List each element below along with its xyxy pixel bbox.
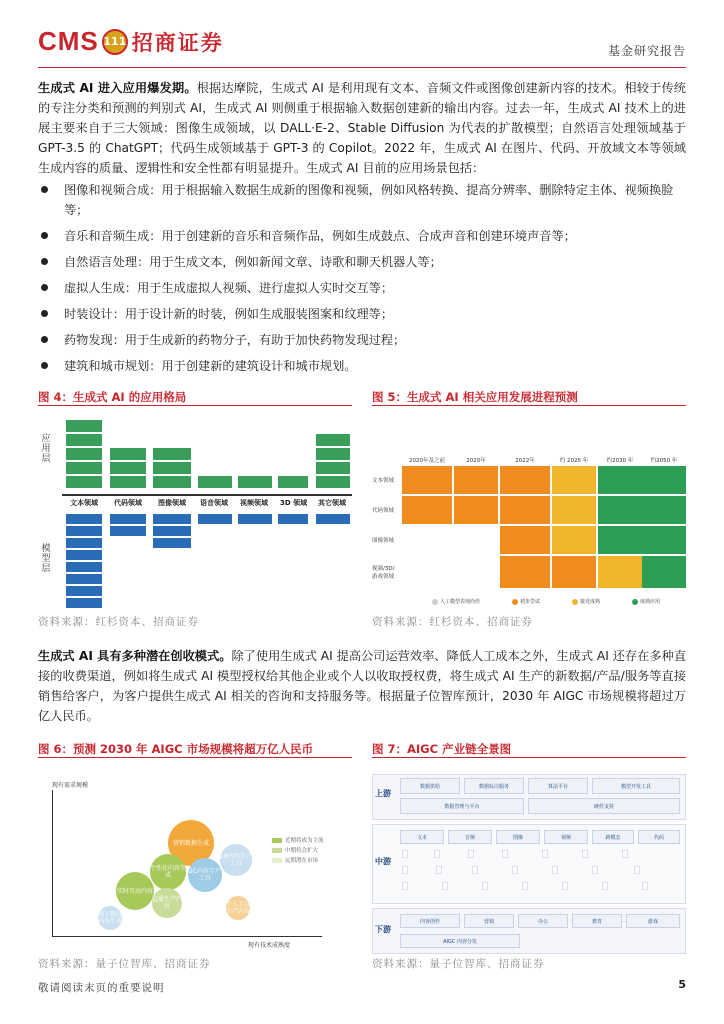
legend-item: 远期潜在市场: [272, 856, 324, 866]
model-cell: [316, 514, 350, 524]
figure-7-diagram: [372, 766, 686, 956]
logo-chinese-name: 招商证券: [131, 30, 224, 55]
figure-5-diagram: [372, 414, 686, 614]
figure-5: [372, 390, 686, 628]
figure-7-title: 图 7：AIGC 产业链全景图: [372, 742, 686, 758]
report-type: 基金研究报告: [607, 44, 686, 58]
bullet-icon: [41, 336, 48, 343]
company-logo-chip: [434, 850, 440, 858]
timeline-cell: [552, 466, 596, 494]
year-header: 约 2025 年: [559, 458, 589, 464]
company-logo-chip: [442, 882, 448, 890]
downstream-box: 营销: [464, 914, 514, 928]
company-logo-chip: [622, 850, 628, 858]
year-header: 约2050 年: [650, 458, 678, 464]
legend: [272, 836, 324, 866]
timeline-cell: [642, 526, 686, 554]
bubble: 个性化内容生成: [150, 854, 186, 890]
model-cell: [66, 514, 102, 524]
x-axis-label: 现有技术成熟度: [248, 942, 291, 949]
page-header: [38, 22, 686, 68]
y-axis: [52, 790, 53, 936]
timeline-cell: [500, 556, 550, 588]
timeline-cell: [402, 466, 452, 494]
figure-7-source: 资料来源：量子位智库、招商证券: [372, 958, 545, 970]
company-logo-chip: [402, 850, 408, 858]
midstream-box: 音频: [448, 830, 492, 844]
list-item: 时装设计：用于设计新的时装，例如生成服装图案和纹理等；: [38, 304, 686, 324]
legend-item: 近期将成为主流: [272, 836, 324, 846]
timeline-cell: [598, 466, 642, 494]
timeline-cell: [598, 496, 642, 524]
upstream-box: 数据管理与平台: [400, 798, 524, 814]
year-header: 约2030 年: [606, 458, 634, 464]
model-cell: [66, 538, 102, 548]
category-label: 视频领域: [240, 499, 268, 507]
category-axis: [62, 494, 352, 496]
logo-badge-icon: 111: [102, 29, 128, 55]
year-header: 2020年: [466, 458, 486, 464]
model-cell: [66, 574, 102, 584]
downstream-box: 内容创作: [400, 914, 460, 928]
company-logo-chip: [482, 882, 488, 890]
timeline-cell: [642, 466, 686, 494]
bullet-icon: [41, 232, 48, 239]
app-cell: [66, 448, 102, 460]
page-number: 5: [678, 978, 686, 991]
figure-4-diagram: [38, 414, 352, 614]
model-cell: [153, 538, 191, 548]
bullet-icon: [41, 258, 48, 265]
model-cell: [66, 598, 102, 608]
company-logo: [38, 26, 224, 57]
app-cell: [153, 476, 191, 488]
legend-item: 初步尝试: [512, 598, 540, 605]
model-cell: [278, 514, 308, 524]
model-cell: [153, 526, 191, 536]
company-logo-chip: [642, 882, 648, 890]
timeline-cell: [454, 496, 498, 524]
model-cell: [66, 562, 102, 572]
revenue-paragraph: [38, 646, 686, 726]
bubble: 个人工具生产内容: [226, 896, 250, 920]
downstream-box: 游戏: [626, 914, 680, 928]
legend-item: 接近成熟: [572, 598, 600, 605]
midstream-box: 跨模态: [592, 830, 634, 844]
bullet-icon: [41, 284, 48, 291]
row-label: 文本领域: [372, 478, 395, 484]
upstream-box: 算法平台: [528, 778, 588, 794]
company-logo-chip: [512, 866, 518, 874]
legend-item: 成熟应用: [632, 598, 660, 605]
app-cell: [153, 462, 191, 474]
legend-item: 人工模型表现尚佳: [432, 598, 480, 605]
bubble: 直播生产内容: [152, 888, 182, 918]
timeline-cell: [500, 526, 550, 554]
app-cell: [66, 462, 102, 474]
app-cell: [66, 420, 102, 432]
timeline-cell: [598, 526, 642, 554]
revenue-text: 除了使用生成式 AI 提高公司运营效率、降低人工成本之外，生成式 AI 还存在多种直接的收费渠道，例如将生成式 AI 模型授权给其他企业或个人以收取授权费，将生成式 AI 生产的新数据/产品/服务等直接销售给客户，为客户提供生成式 AI 相关的咨询和支持服务等。根据量子位智库预计，2030 年 AIGC 市场规模将超过万亿人民币。: [38, 649, 687, 723]
figure-5-source: 资料来源：红杉资本、招商证券: [372, 616, 533, 628]
figure-4: [38, 390, 352, 628]
downstream-box: 教育: [572, 914, 622, 928]
company-logo-chip: [592, 866, 598, 874]
company-logo-chip: [634, 866, 640, 874]
company-logo-chip: [542, 850, 548, 858]
timeline-cell: [500, 466, 550, 494]
model-cell: [66, 586, 102, 596]
app-cell: [278, 476, 308, 488]
midstream-box: 代码: [638, 830, 680, 844]
model-cell: [110, 514, 146, 524]
app-cell: [316, 462, 350, 474]
app-cell: [316, 448, 350, 460]
company-logo-chip: [472, 866, 478, 874]
row-label: 视频/3D/游戏领域: [372, 566, 395, 580]
row-label: 图像领域: [372, 538, 395, 544]
app-cell: [66, 434, 102, 446]
bullet-icon: [41, 186, 48, 193]
upstream-box: 模型开发工具: [592, 778, 680, 794]
intro-text: 根据达摩院，生成式 AI 是利用现有文本、音频文件或图像创建新内容的技术。相较于传统的专注分类和预测的判别式 AI，生成式 AI 则侧重于根据输入数据创建新的输出内容。过去一年，生成式 AI 技术上的进展主要来自于三大领域：图像生成领域，以 DALL·E-2、Stable Diffusion 为代表的扩散模型；自然语言处理领域基于 GPT-3.5 的 ChatGPT；代码生成领域基于 GPT-3 的 Copilot。2022 年，生成式 AI 在图片、代码、开放域文本等领域生成内容的质量、逻辑性和安全性都有明显提升。生成式 AI 目前的应用场景包括：: [38, 81, 686, 175]
y-axis-label: 现有需求规模: [52, 782, 89, 789]
midstream-box: 图像: [496, 830, 540, 844]
list-item: 建筑和城市规划：用于创建新的建筑设计和城市规划。: [38, 356, 686, 376]
figure-6-title: 图 6：预测 2030 年 AIGC 市场规模将超万亿人民币: [38, 742, 352, 758]
timeline-cell: [454, 466, 498, 494]
company-logo-chip: [402, 882, 408, 890]
bubble: 2C内容生产工具: [188, 858, 222, 892]
list-item: 药物发现：用于生成新的药物分子，有助于加快药物发现过程；: [38, 330, 686, 350]
revenue-lead: 生成式 AI 具有多种潜在创收模式。: [38, 649, 232, 663]
intro-paragraph: [38, 78, 686, 178]
model-cell: [153, 514, 191, 524]
figure-4-source: 资料来源：红杉资本、招商证券: [38, 616, 199, 628]
category-label: 语音领域: [200, 499, 228, 507]
legend-item: 中期将会扩大: [272, 846, 324, 856]
model-cell: [110, 526, 146, 536]
upstream-box: 数据供给: [400, 778, 460, 794]
company-logo-chip: [468, 850, 474, 858]
midstream-box: 视频: [544, 830, 588, 844]
model-layer-label: 模型层: [41, 544, 51, 574]
timeline-cell: [642, 556, 686, 588]
timeline-cell: [552, 526, 596, 554]
company-logo-chip: [552, 866, 558, 874]
stage-label: 上游: [375, 789, 391, 798]
logo-cms-text: CMS: [38, 26, 99, 56]
disclaimer-note: 敬请阅读末页的重要说明: [38, 982, 165, 994]
year-header: 2020年及之前: [409, 458, 445, 464]
app-cell: [153, 448, 191, 460]
category-label: 图像领域: [158, 499, 186, 507]
company-logo-chip: [562, 882, 568, 890]
company-logo-chip: [436, 866, 442, 874]
company-logo-chip: [502, 850, 508, 858]
bubble: 实时互动内容: [116, 872, 154, 910]
app-cell: [316, 434, 350, 446]
list-item: 虚拟人生成：用于生成虚拟人视频、进行虚拟人实时交互等；: [38, 278, 686, 298]
category-label: 3D 领域: [280, 499, 308, 507]
stage-label: 中游: [375, 857, 391, 866]
downstream-box: 办公: [518, 914, 568, 928]
x-axis: [52, 936, 322, 937]
list-item: 图像和视频合成：用于根据输入数据生成新的图像和视频，例如风格转换、提高分辨率、删除特定主体、视频换脸等；: [38, 180, 686, 220]
upstream-box: 数据标注服务: [464, 778, 524, 794]
category-label: 其它领域: [318, 499, 346, 507]
timeline-cell: [500, 496, 550, 524]
intro-lead: 生成式 AI 进入应用爆发期。: [38, 81, 197, 95]
figure-6-chart: [38, 766, 352, 956]
model-cell: [238, 514, 272, 524]
list-item: 音乐和音频生成：用于创建新的音乐和音频作品，例如生成鼓点、合成声音和创建环境声音等；: [38, 226, 686, 246]
model-cell: [198, 514, 232, 524]
company-logo-chip: [402, 866, 408, 874]
stage-label: 下游: [375, 925, 391, 934]
application-list: [38, 180, 686, 382]
bubble: 营销数据生成: [168, 820, 214, 866]
app-cell: [316, 476, 350, 488]
app-cell: [238, 476, 272, 488]
timeline-cell: [552, 556, 596, 588]
timeline-cell: [642, 496, 686, 524]
company-logo-chip: [582, 850, 588, 858]
figure-5-title: 图 5：生成式 AI 相关应用发展进程预测: [372, 390, 686, 406]
model-cell: [66, 550, 102, 560]
figure-6: [38, 742, 352, 970]
figure-4-title: 图 4：生成式 AI 的应用格局: [38, 390, 352, 406]
timeline-cell: [552, 496, 596, 524]
upstream-box: 硬件支持: [528, 798, 680, 814]
category-label: 代码领域: [114, 499, 142, 507]
category-label: 文本领域: [70, 499, 98, 507]
app-cell: [110, 462, 146, 474]
row-label: 代码领域: [372, 508, 395, 514]
bubble: 2B内容生产工具: [220, 844, 252, 876]
app-layer-label: 应用层: [41, 434, 51, 464]
company-logo-chip: [522, 882, 528, 890]
downstream-box: AIGC 内容分发: [400, 934, 520, 948]
timeline-cell: [402, 496, 452, 524]
year-header: 2022年: [515, 458, 535, 464]
model-cell: [66, 526, 102, 536]
bullet-icon: [41, 362, 48, 369]
list-item: 自然语言处理：用于生成文本，例如新闻文章、诗歌和聊天机器人等；: [38, 252, 686, 272]
figure-6-source: 资料来源：量子位智库、招商证券: [38, 958, 211, 970]
company-logo-chip: [602, 882, 608, 890]
bullet-icon: [41, 310, 48, 317]
app-cell: [66, 476, 102, 488]
midstream-box: 文本: [400, 830, 444, 844]
app-cell: [198, 476, 232, 488]
bubble: 基于现有内容生成: [98, 906, 122, 930]
figure-7: [372, 742, 686, 970]
app-cell: [110, 448, 146, 460]
timeline-cell: [598, 556, 642, 588]
app-cell: [110, 476, 146, 488]
